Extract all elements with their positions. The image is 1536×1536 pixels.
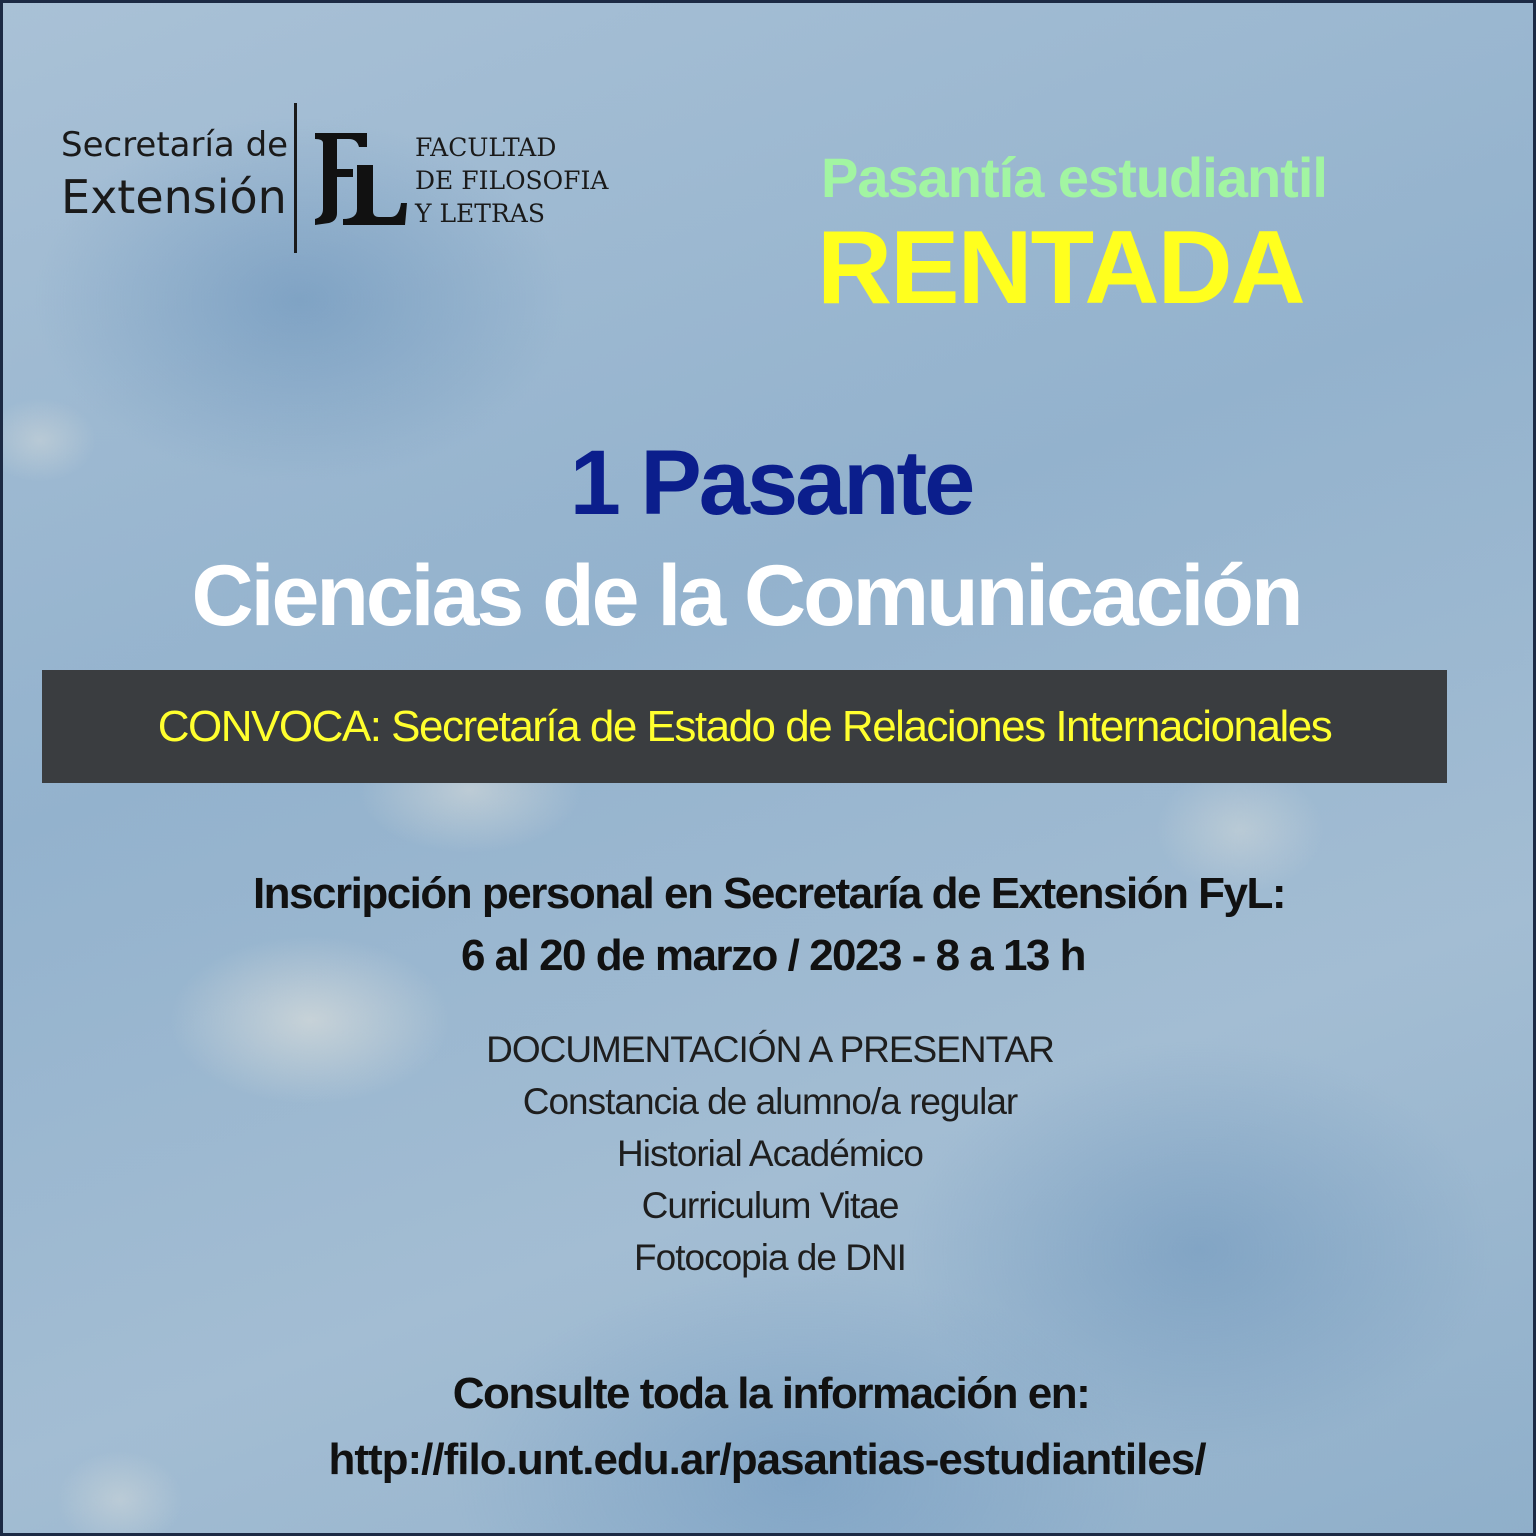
- logo-secretaria-line1: Secretaría de: [61, 125, 289, 165]
- fl-emblem-icon: [309, 125, 409, 229]
- facultad-line: Y LETRAS: [415, 199, 545, 228]
- registration-dates: 6 al 20 de marzo / 2023 - 8 a 13 h: [460, 931, 1086, 980]
- headline-title: RENTADA: [817, 210, 1304, 326]
- secretaria-extension-logo: [61, 123, 288, 227]
- positions-count: 1 Pasante: [569, 432, 973, 534]
- convoca-banner: [42, 670, 1447, 783]
- logo-secretaria-line2: Extensión: [61, 170, 287, 224]
- convoca-text: CONVOCA: Secretaría de Estado de Relaciones Internacionales: [157, 701, 1332, 751]
- documents-heading: DOCUMENTACIÓN A PRESENTAR: [486, 1029, 1054, 1070]
- document-item: Constancia de alumno/a regular: [522, 1081, 1018, 1122]
- documents-list: [3, 1027, 1536, 1287]
- consulte-text: Consulte toda la información en:: [452, 1369, 1090, 1418]
- facultad-line: FACULTAD: [415, 133, 557, 162]
- facultad-line: DE FILOSOFIA: [415, 166, 609, 195]
- facultad-logo-text: [415, 131, 608, 230]
- logo-divider: [294, 103, 297, 253]
- document-item: Historial Académico: [617, 1133, 923, 1174]
- document-item: Fotocopia de DNI: [634, 1237, 906, 1278]
- registration-heading: Inscripción personal en Secretaría de Extensión FyL:: [252, 869, 1286, 918]
- headline-subtitle: Pasantía estudiantil: [821, 146, 1327, 209]
- document-item: Curriculum Vitae: [641, 1185, 899, 1226]
- info-url: http://filo.unt.edu.ar/pasantias-estudiantiles/: [328, 1435, 1206, 1484]
- career-title: Ciencias de la Comunicación: [191, 548, 1301, 644]
